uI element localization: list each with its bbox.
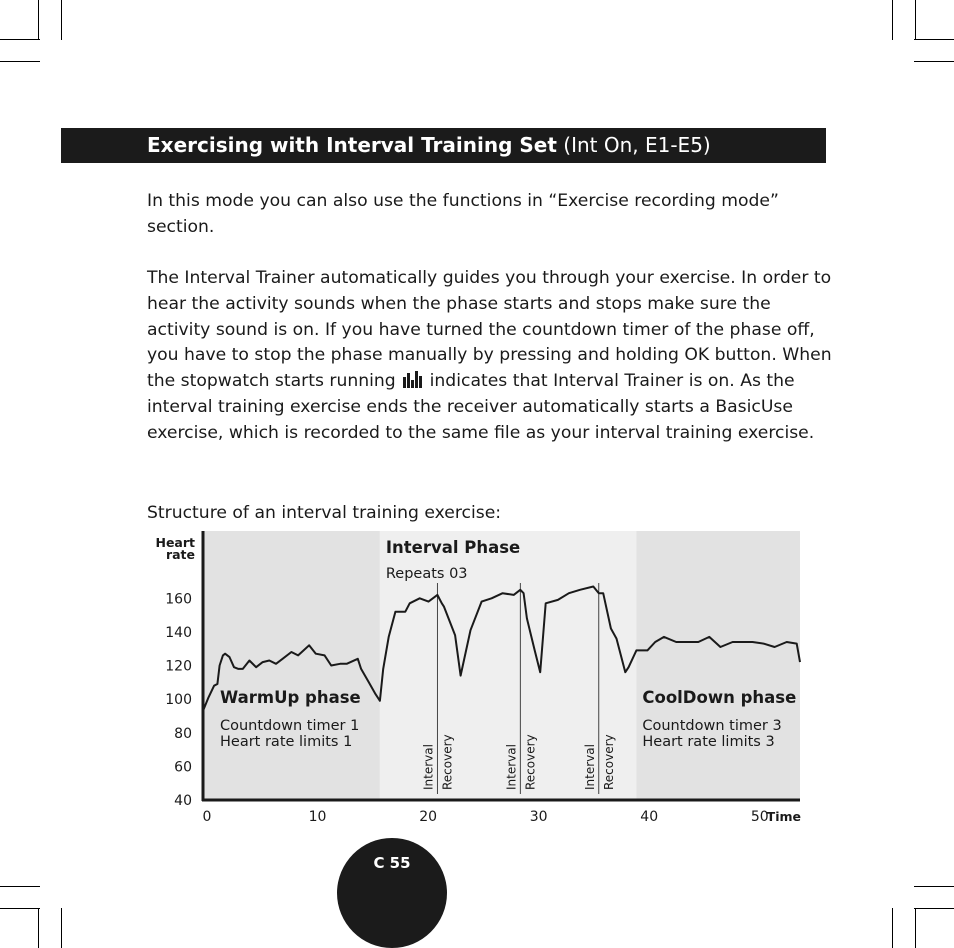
interval-label: Interval (582, 744, 597, 790)
crop-mark (0, 39, 40, 40)
crop-mark (892, 908, 893, 948)
recovery-label: Recovery (601, 734, 616, 790)
phase-detail: Heart rate limits 1 (220, 734, 353, 750)
crop-mark (0, 908, 40, 909)
x-tick-label: 30 (529, 809, 548, 825)
crop-mark (0, 61, 40, 62)
phase-title: WarmUp phase (220, 688, 361, 707)
y-tick-label: 100 (165, 692, 192, 709)
paragraph-text-start: The Interval Trainer automatically guides you through your exercise. In order to hear the activity sounds when the phase starts and stops make sure the activity sound is on. If you have turned the countdown timer of the phase off, you have to stop the phase manually by pressing and holding OK button. When the stopwatch starts running (147, 268, 832, 392)
intro-paragraph: In this mode you can also use the functions in “Exercise recording mode” section. (147, 191, 779, 237)
paragraph-text-end: indicates that Interval Trainer is on. As the interval training exercise ends the receiver automatically starts a BasicUse exercise, which is recorded to the same file as your interval training exercise. (147, 371, 815, 443)
y-tick-label: 120 (165, 658, 192, 675)
interval-label: Interval (421, 744, 436, 790)
crop-mark (61, 908, 62, 948)
crop-mark (892, 0, 893, 40)
chart-caption: Structure of an interval training exercise: (147, 503, 502, 523)
interval-structure-chart (140, 528, 810, 828)
x-axis-label: Time (766, 809, 801, 824)
page-number: C 55 (373, 854, 411, 872)
x-tick-label: 0 (202, 809, 212, 825)
section-banner (61, 128, 826, 163)
phase-detail: Countdown timer 1 (220, 718, 360, 734)
crop-mark (914, 886, 954, 887)
interval-trainer-icon (403, 371, 422, 388)
phase-detail: Countdown timer 3 (642, 718, 782, 734)
crop-mark (38, 0, 39, 40)
phase-title: CoolDown phase (642, 688, 797, 707)
phase-detail: Repeats 03 (385, 566, 468, 582)
recovery-label: Recovery (440, 734, 455, 790)
crop-mark (61, 0, 62, 40)
crop-mark (914, 908, 954, 909)
x-tick-label: 20 (419, 809, 438, 825)
phase-region (203, 531, 380, 800)
section-title-normal: (Int On, E1-E5) (556, 133, 711, 157)
phase-region (636, 531, 800, 800)
interval-label: Interval (504, 744, 519, 790)
section-title-bold: Exercising with Interval Training Set (147, 133, 557, 157)
phase-title: Interval Phase (385, 538, 521, 557)
interval-trainer-paragraph (147, 266, 837, 447)
y-tick-label: 40 (174, 793, 192, 809)
y-tick-label: 140 (165, 624, 192, 641)
recovery-label: Recovery (523, 734, 538, 790)
crop-mark (38, 908, 39, 948)
crop-mark (914, 61, 954, 62)
x-tick-label: 40 (640, 809, 659, 825)
crop-mark (915, 0, 916, 40)
crop-mark (914, 39, 954, 40)
crop-mark (915, 908, 916, 948)
y-tick-label: 60 (174, 759, 192, 776)
y-axis-label: Heart (155, 535, 195, 550)
y-tick-label: 160 (165, 591, 192, 608)
x-tick-label: 10 (308, 809, 327, 825)
y-axis-label: rate (165, 547, 195, 562)
x-tick-label: 50 (750, 809, 769, 825)
page-number-badge (337, 838, 447, 948)
y-tick-label: 80 (174, 725, 192, 742)
phase-detail: Heart rate limits 3 (642, 734, 775, 750)
section-title (147, 133, 711, 157)
crop-mark (0, 886, 40, 887)
